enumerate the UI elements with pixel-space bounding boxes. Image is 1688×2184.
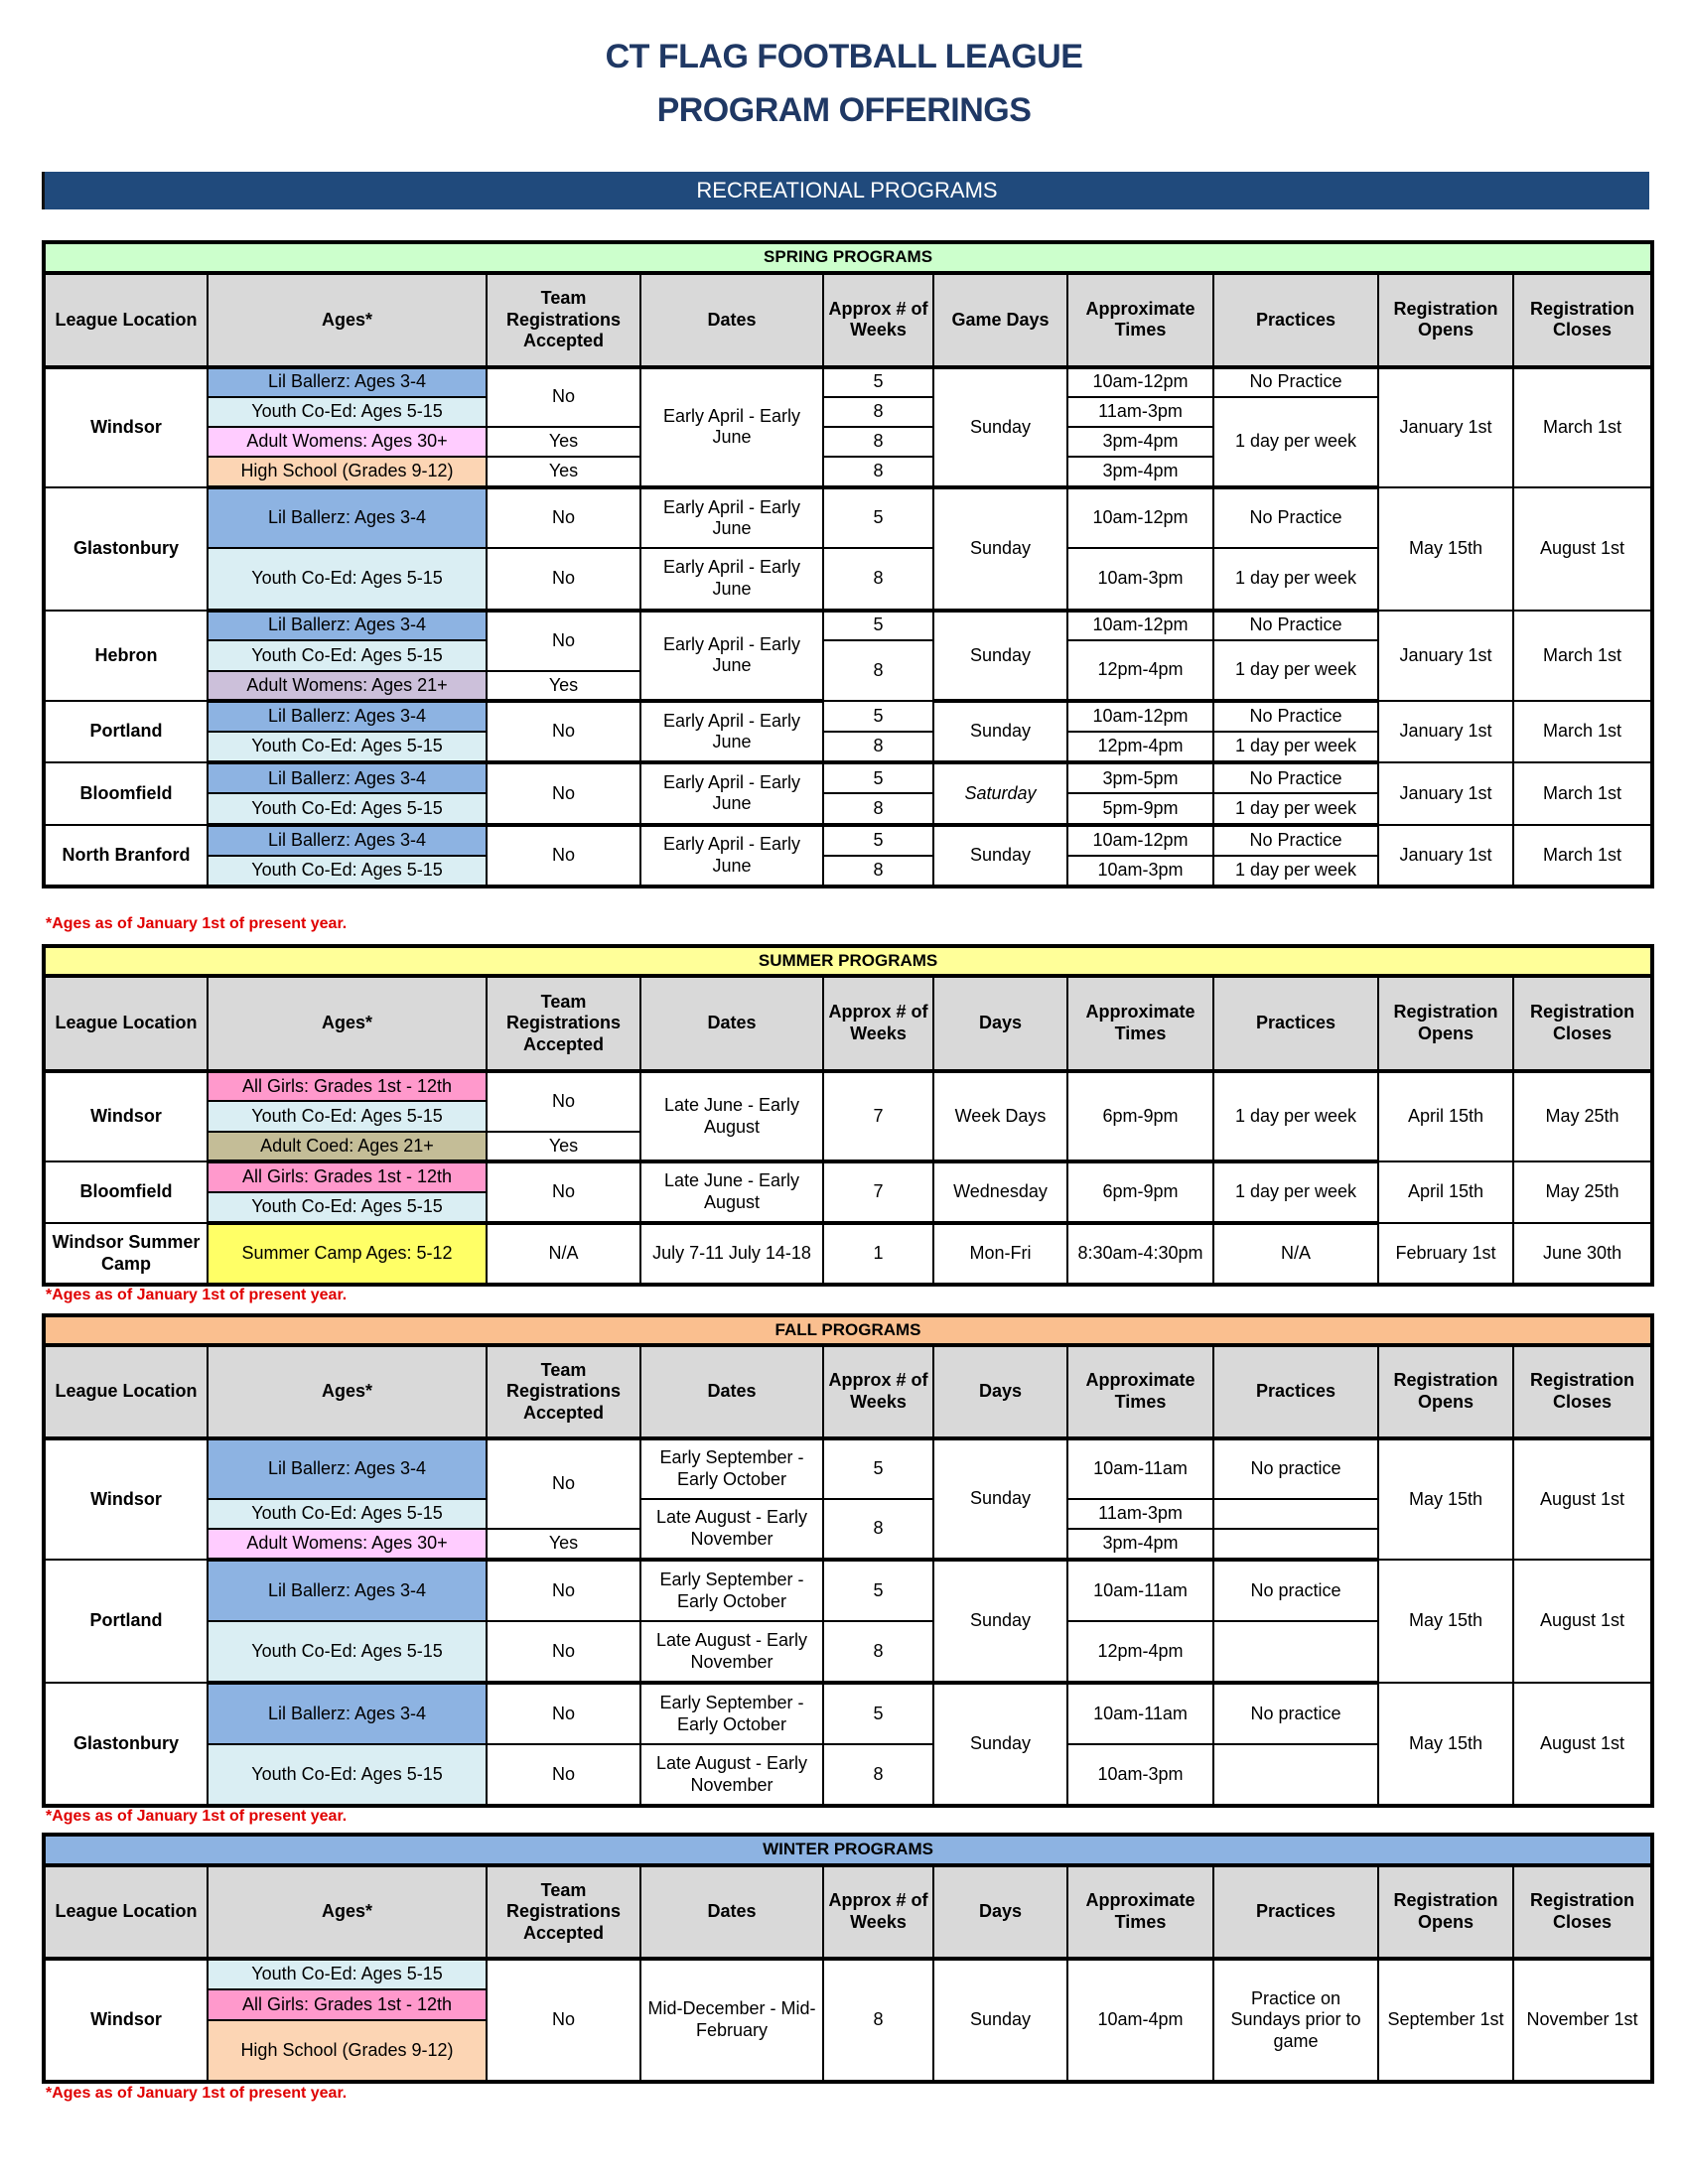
approximate-times: 8:30am-4:30pm bbox=[1067, 1223, 1213, 1285]
fall-programs-table bbox=[42, 1313, 1654, 1808]
registration-closes: August 1st bbox=[1513, 1438, 1652, 1560]
program-dates: Late June - Early August bbox=[640, 1071, 823, 1161]
game-days: Sunday bbox=[933, 1959, 1067, 2082]
approx-weeks: 8 bbox=[823, 427, 933, 457]
age-group: Youth Co-Ed: Ages 5-15 bbox=[208, 1959, 487, 1989]
column-header-days: Days bbox=[933, 1345, 1067, 1438]
approximate-times: 12pm-4pm bbox=[1067, 732, 1213, 762]
age-group: Lil Ballerz: Ages 3-4 bbox=[208, 825, 487, 856]
approx-weeks: 5 bbox=[823, 367, 933, 397]
league-location: Glastonbury bbox=[44, 1683, 208, 1806]
column-header-opens: Registration Opens bbox=[1378, 976, 1513, 1071]
age-group: Lil Ballerz: Ages 3-4 bbox=[208, 1683, 487, 1744]
league-location: Windsor Summer Camp bbox=[44, 1223, 208, 1285]
ages-footnote: *Ages as of January 1st of present year. bbox=[46, 1808, 348, 1825]
registration-opens: May 15th bbox=[1378, 487, 1513, 611]
column-header-closes: Registration Closes bbox=[1513, 273, 1652, 366]
summer-programs-title: SUMMER PROGRAMS bbox=[44, 946, 1652, 976]
approximate-times: 10am-11am bbox=[1067, 1683, 1213, 1744]
approx-weeks: 8 bbox=[823, 397, 933, 427]
registration-opens: February 1st bbox=[1378, 1223, 1513, 1285]
team-registrations-accepted: No bbox=[487, 548, 640, 610]
team-registrations-accepted: Yes bbox=[487, 1132, 640, 1161]
winter-programs-title: WINTER PROGRAMS bbox=[44, 1835, 1652, 1865]
approximate-times: 6pm-9pm bbox=[1067, 1161, 1213, 1223]
registration-closes: May 25th bbox=[1513, 1071, 1652, 1161]
registration-closes: August 1st bbox=[1513, 1560, 1652, 1683]
game-days: Wednesday bbox=[933, 1161, 1067, 1223]
column-header-times: Approximate Times bbox=[1067, 1345, 1213, 1438]
team-registrations-accepted: No bbox=[487, 825, 640, 887]
practices: 1 day per week bbox=[1213, 732, 1378, 762]
registration-opens: May 15th bbox=[1378, 1438, 1513, 1560]
practices: No practice bbox=[1213, 1683, 1378, 1744]
column-header-weeks: Approx # of Weeks bbox=[823, 273, 933, 366]
practices: N/A bbox=[1213, 1223, 1378, 1285]
registration-closes: June 30th bbox=[1513, 1223, 1652, 1285]
program-row bbox=[44, 1683, 1652, 1744]
registration-closes: March 1st bbox=[1513, 762, 1652, 824]
approx-weeks: 8 bbox=[823, 1621, 933, 1683]
program-dates: Early April - Early June bbox=[640, 548, 823, 610]
registration-opens: January 1st bbox=[1378, 701, 1513, 762]
registration-opens: January 1st bbox=[1378, 825, 1513, 887]
column-header-weeks: Approx # of Weeks bbox=[823, 1345, 933, 1438]
program-dates: Late August - Early November bbox=[640, 1744, 823, 1806]
age-group: Youth Co-Ed: Ages 5-15 bbox=[208, 397, 487, 427]
team-registrations-accepted: No bbox=[487, 367, 640, 427]
registration-closes: March 1st bbox=[1513, 611, 1652, 701]
approximate-times: 11am-3pm bbox=[1067, 397, 1213, 427]
game-days: Saturday bbox=[933, 762, 1067, 824]
age-group: Lil Ballerz: Ages 3-4 bbox=[208, 487, 487, 548]
age-group: High School (Grades 9-12) bbox=[208, 457, 487, 487]
practices: 1 day per week bbox=[1213, 1161, 1378, 1223]
approximate-times: 3pm-4pm bbox=[1067, 457, 1213, 487]
approx-weeks: 7 bbox=[823, 1161, 933, 1223]
column-header-row bbox=[44, 1345, 1652, 1438]
column-header-dates: Dates bbox=[640, 1865, 823, 1959]
column-header-times: Approximate Times bbox=[1067, 273, 1213, 366]
age-group: Lil Ballerz: Ages 3-4 bbox=[208, 611, 487, 640]
league-location: Hebron bbox=[44, 611, 208, 701]
column-header-days: Days bbox=[933, 1865, 1067, 1959]
practices: No Practice bbox=[1213, 825, 1378, 856]
program-dates: Early September - Early October bbox=[640, 1560, 823, 1621]
approximate-times: 10am-12pm bbox=[1067, 367, 1213, 397]
program-row bbox=[44, 1161, 1652, 1192]
spring-programs-table bbox=[42, 240, 1654, 888]
program-row bbox=[44, 701, 1652, 732]
column-header-location: League Location bbox=[44, 1865, 208, 1959]
season-header-row bbox=[44, 242, 1652, 273]
game-days: Sunday bbox=[933, 1438, 1067, 1560]
column-header-team-reg: Team Registrations Accepted bbox=[487, 1345, 640, 1438]
column-header-age: Ages* bbox=[208, 273, 487, 366]
age-group: Adult Womens: Ages 21+ bbox=[208, 671, 487, 701]
practices: No Practice bbox=[1213, 701, 1378, 732]
approx-weeks: 1 bbox=[823, 1223, 933, 1285]
program-dates: Early April - Early June bbox=[640, 611, 823, 701]
approx-weeks: 8 bbox=[823, 1959, 933, 2082]
practices bbox=[1213, 1621, 1378, 1683]
team-registrations-accepted: No bbox=[487, 1744, 640, 1806]
team-registrations-accepted: No bbox=[487, 1683, 640, 1744]
registration-closes: November 1st bbox=[1513, 1959, 1652, 2082]
team-registrations-accepted: No bbox=[487, 1071, 640, 1132]
approx-weeks: 8 bbox=[823, 856, 933, 887]
age-group: All Girls: Grades 1st - 12th bbox=[208, 1071, 487, 1101]
registration-opens: May 15th bbox=[1378, 1560, 1513, 1683]
age-group: Youth Co-Ed: Ages 5-15 bbox=[208, 640, 487, 671]
approximate-times: 6pm-9pm bbox=[1067, 1071, 1213, 1161]
approximate-times: 3pm-4pm bbox=[1067, 1529, 1213, 1560]
practices bbox=[1213, 1744, 1378, 1806]
practices: 1 day per week bbox=[1213, 640, 1378, 701]
practices: Practice on Sundays prior to game bbox=[1213, 1959, 1378, 2082]
program-row bbox=[44, 487, 1652, 548]
age-group: Youth Co-Ed: Ages 5-15 bbox=[208, 1192, 487, 1223]
age-group: Youth Co-Ed: Ages 5-15 bbox=[208, 548, 487, 610]
age-group: Youth Co-Ed: Ages 5-15 bbox=[208, 732, 487, 762]
registration-opens: May 15th bbox=[1378, 1683, 1513, 1806]
column-header-weeks: Approx # of Weeks bbox=[823, 1865, 933, 1959]
program-dates: Early April - Early June bbox=[640, 762, 823, 824]
column-header-practices: Practices bbox=[1213, 1865, 1378, 1959]
column-header-dates: Dates bbox=[640, 273, 823, 366]
age-group: Youth Co-Ed: Ages 5-15 bbox=[208, 793, 487, 824]
season-header-row bbox=[44, 946, 1652, 976]
approx-weeks: 5 bbox=[823, 487, 933, 548]
league-location: North Branford bbox=[44, 825, 208, 887]
practices: No Practice bbox=[1213, 762, 1378, 793]
approximate-times: 10am-3pm bbox=[1067, 548, 1213, 610]
column-header-days: Game Days bbox=[933, 273, 1067, 366]
registration-opens: April 15th bbox=[1378, 1071, 1513, 1161]
game-days: Sunday bbox=[933, 611, 1067, 701]
practices: 1 day per week bbox=[1213, 397, 1378, 487]
approx-weeks: 8 bbox=[823, 1499, 933, 1560]
approximate-times: 3pm-5pm bbox=[1067, 762, 1213, 793]
team-registrations-accepted: N/A bbox=[487, 1223, 640, 1285]
age-group: All Girls: Grades 1st - 12th bbox=[208, 1161, 487, 1192]
registration-closes: May 25th bbox=[1513, 1161, 1652, 1223]
program-row bbox=[44, 367, 1652, 397]
column-header-dates: Dates bbox=[640, 976, 823, 1071]
approximate-times: 10am-3pm bbox=[1067, 856, 1213, 887]
program-dates: Early April - Early June bbox=[640, 367, 823, 488]
age-group: Adult Womens: Ages 30+ bbox=[208, 427, 487, 457]
team-registrations-accepted: No bbox=[487, 762, 640, 824]
practices: No practice bbox=[1213, 1438, 1378, 1499]
league-location: Windsor bbox=[44, 367, 208, 488]
game-days: Sunday bbox=[933, 1560, 1067, 1683]
age-group: Adult Womens: Ages 30+ bbox=[208, 1529, 487, 1560]
practices: No Practice bbox=[1213, 611, 1378, 640]
game-days: Sunday bbox=[933, 701, 1067, 762]
program-dates: Early April - Early June bbox=[640, 825, 823, 887]
age-group: Summer Camp Ages: 5-12 bbox=[208, 1223, 487, 1285]
program-dates: Late August - Early November bbox=[640, 1499, 823, 1560]
approximate-times: 11am-3pm bbox=[1067, 1499, 1213, 1529]
registration-closes: March 1st bbox=[1513, 825, 1652, 887]
team-registrations-accepted: No bbox=[487, 1161, 640, 1223]
winter-programs-table bbox=[42, 1833, 1654, 2084]
column-header-age: Ages* bbox=[208, 976, 487, 1071]
team-registrations-accepted: No bbox=[487, 1438, 640, 1529]
practices: 1 day per week bbox=[1213, 793, 1378, 824]
approximate-times: 10am-4pm bbox=[1067, 1959, 1213, 2082]
registration-opens: September 1st bbox=[1378, 1959, 1513, 2082]
program-dates: July 7-11 July 14-18 bbox=[640, 1223, 823, 1285]
practices bbox=[1213, 1529, 1378, 1560]
program-row bbox=[44, 762, 1652, 793]
game-days: Mon-Fri bbox=[933, 1223, 1067, 1285]
approximate-times: 12pm-4pm bbox=[1067, 1621, 1213, 1683]
column-header-team-reg: Team Registrations Accepted bbox=[487, 1865, 640, 1959]
age-group: Lil Ballerz: Ages 3-4 bbox=[208, 701, 487, 732]
registration-closes: August 1st bbox=[1513, 1683, 1652, 1806]
program-dates: Late August - Early November bbox=[640, 1621, 823, 1683]
registration-opens: April 15th bbox=[1378, 1161, 1513, 1223]
program-dates: Mid-December - Mid-February bbox=[640, 1959, 823, 2082]
column-header-opens: Registration Opens bbox=[1378, 1865, 1513, 1959]
program-row bbox=[44, 611, 1652, 640]
registration-opens: January 1st bbox=[1378, 367, 1513, 488]
team-registrations-accepted: No bbox=[487, 611, 640, 671]
program-row bbox=[44, 1438, 1652, 1499]
approx-weeks: 8 bbox=[823, 1744, 933, 1806]
game-days: Sunday bbox=[933, 825, 1067, 887]
age-group: Youth Co-Ed: Ages 5-15 bbox=[208, 1744, 487, 1806]
column-header-age: Ages* bbox=[208, 1345, 487, 1438]
summer-programs-table bbox=[42, 944, 1654, 1287]
practices: 1 day per week bbox=[1213, 856, 1378, 887]
column-header-row bbox=[44, 976, 1652, 1071]
ages-footnote: *Ages as of January 1st of present year. bbox=[46, 1287, 348, 1303]
age-group: Lil Ballerz: Ages 3-4 bbox=[208, 1560, 487, 1621]
column-header-team-reg: Team Registrations Accepted bbox=[487, 273, 640, 366]
game-days: Sunday bbox=[933, 1683, 1067, 1806]
column-header-closes: Registration Closes bbox=[1513, 1865, 1652, 1959]
column-header-practices: Practices bbox=[1213, 1345, 1378, 1438]
team-registrations-accepted: Yes bbox=[487, 427, 640, 457]
league-location: Portland bbox=[44, 1560, 208, 1683]
column-header-dates: Dates bbox=[640, 1345, 823, 1438]
approximate-times: 12pm-4pm bbox=[1067, 640, 1213, 701]
approx-weeks: 5 bbox=[823, 611, 933, 640]
column-header-location: League Location bbox=[44, 1345, 208, 1438]
age-group: Youth Co-Ed: Ages 5-15 bbox=[208, 1101, 487, 1132]
team-registrations-accepted: Yes bbox=[487, 457, 640, 487]
program-row bbox=[44, 1959, 1652, 1989]
approximate-times: 3pm-4pm bbox=[1067, 427, 1213, 457]
column-header-opens: Registration Opens bbox=[1378, 1345, 1513, 1438]
game-days: Week Days bbox=[933, 1071, 1067, 1161]
program-dates: Late June - Early August bbox=[640, 1161, 823, 1223]
approximate-times: 10am-11am bbox=[1067, 1560, 1213, 1621]
league-location: Portland bbox=[44, 701, 208, 762]
fall-programs-title: FALL PROGRAMS bbox=[44, 1315, 1652, 1345]
age-group: High School (Grades 9-12) bbox=[208, 2020, 487, 2082]
page-title-line1: CT FLAG FOOTBALL LEAGUE bbox=[605, 38, 1083, 75]
age-group: Youth Co-Ed: Ages 5-15 bbox=[208, 856, 487, 887]
approximate-times: 10am-12pm bbox=[1067, 611, 1213, 640]
registration-closes: August 1st bbox=[1513, 487, 1652, 611]
column-header-times: Approximate Times bbox=[1067, 976, 1213, 1071]
column-header-row bbox=[44, 1865, 1652, 1959]
column-header-days: Days bbox=[933, 976, 1067, 1071]
page-title-line2: PROGRAM OFFERINGS bbox=[656, 91, 1032, 129]
practices: No Practice bbox=[1213, 487, 1378, 548]
spring-programs-title: SPRING PROGRAMS bbox=[44, 242, 1652, 273]
age-group: Lil Ballerz: Ages 3-4 bbox=[208, 1438, 487, 1499]
season-header-row bbox=[44, 1315, 1652, 1345]
season-header-row bbox=[44, 1835, 1652, 1865]
game-days: Sunday bbox=[933, 367, 1067, 488]
registration-opens: January 1st bbox=[1378, 762, 1513, 824]
column-header-practices: Practices bbox=[1213, 976, 1378, 1071]
practices bbox=[1213, 1499, 1378, 1529]
column-header-opens: Registration Opens bbox=[1378, 273, 1513, 366]
column-header-location: League Location bbox=[44, 273, 208, 366]
approx-weeks: 5 bbox=[823, 1683, 933, 1744]
approx-weeks: 8 bbox=[823, 640, 933, 701]
team-registrations-accepted: No bbox=[487, 1959, 640, 2082]
program-row bbox=[44, 1071, 1652, 1101]
approx-weeks: 8 bbox=[823, 548, 933, 610]
approximate-times: 5pm-9pm bbox=[1067, 793, 1213, 824]
approximate-times: 10am-11am bbox=[1067, 1438, 1213, 1499]
column-header-closes: Registration Closes bbox=[1513, 976, 1652, 1071]
team-registrations-accepted: Yes bbox=[487, 1529, 640, 1560]
league-location: Glastonbury bbox=[44, 487, 208, 611]
age-group: Youth Co-Ed: Ages 5-15 bbox=[208, 1499, 487, 1529]
ages-footnote: *Ages as of January 1st of present year. bbox=[46, 2085, 348, 2102]
league-location: Bloomfield bbox=[44, 1161, 208, 1223]
approximate-times: 10am-12pm bbox=[1067, 487, 1213, 548]
age-group: Lil Ballerz: Ages 3-4 bbox=[208, 762, 487, 793]
approx-weeks: 5 bbox=[823, 1438, 933, 1499]
section-banner-recreational: RECREATIONAL PROGRAMS bbox=[42, 172, 1649, 209]
league-location: Bloomfield bbox=[44, 762, 208, 824]
column-header-row bbox=[44, 273, 1652, 366]
age-group: All Girls: Grades 1st - 12th bbox=[208, 1989, 487, 2020]
team-registrations-accepted: No bbox=[487, 1560, 640, 1621]
approximate-times: 10am-3pm bbox=[1067, 1744, 1213, 1806]
program-dates: Early April - Early June bbox=[640, 701, 823, 762]
practices: 1 day per week bbox=[1213, 548, 1378, 610]
age-group: Lil Ballerz: Ages 3-4 bbox=[208, 367, 487, 397]
approx-weeks: 7 bbox=[823, 1071, 933, 1161]
practices: 1 day per week bbox=[1213, 1071, 1378, 1161]
practices: No practice bbox=[1213, 1560, 1378, 1621]
approximate-times: 10am-12pm bbox=[1067, 825, 1213, 856]
team-registrations-accepted: Yes bbox=[487, 671, 640, 701]
column-header-team-reg: Team Registrations Accepted bbox=[487, 976, 640, 1071]
column-header-times: Approximate Times bbox=[1067, 1865, 1213, 1959]
league-location: Windsor bbox=[44, 1438, 208, 1560]
approx-weeks: 5 bbox=[823, 1560, 933, 1621]
ages-footnote: *Ages as of January 1st of present year. bbox=[46, 915, 348, 932]
game-days: Sunday bbox=[933, 487, 1067, 611]
practices: No Practice bbox=[1213, 367, 1378, 397]
approx-weeks: 5 bbox=[823, 701, 933, 732]
program-row bbox=[44, 1560, 1652, 1621]
age-group: Adult Coed: Ages 21+ bbox=[208, 1132, 487, 1161]
registration-opens: January 1st bbox=[1378, 611, 1513, 701]
approx-weeks: 8 bbox=[823, 793, 933, 824]
column-header-closes: Registration Closes bbox=[1513, 1345, 1652, 1438]
column-header-practices: Practices bbox=[1213, 273, 1378, 366]
approx-weeks: 5 bbox=[823, 762, 933, 793]
column-header-location: League Location bbox=[44, 976, 208, 1071]
program-dates: Early September - Early October bbox=[640, 1683, 823, 1744]
approx-weeks: 8 bbox=[823, 732, 933, 762]
program-dates: Early April - Early June bbox=[640, 487, 823, 548]
approx-weeks: 5 bbox=[823, 825, 933, 856]
registration-closes: March 1st bbox=[1513, 701, 1652, 762]
league-location: Windsor bbox=[44, 1071, 208, 1161]
team-registrations-accepted: No bbox=[487, 487, 640, 548]
registration-closes: March 1st bbox=[1513, 367, 1652, 488]
program-row bbox=[44, 825, 1652, 856]
program-row bbox=[44, 1223, 1652, 1285]
column-header-weeks: Approx # of Weeks bbox=[823, 976, 933, 1071]
team-registrations-accepted: No bbox=[487, 1621, 640, 1683]
column-header-age: Ages* bbox=[208, 1865, 487, 1959]
age-group: Youth Co-Ed: Ages 5-15 bbox=[208, 1621, 487, 1683]
approx-weeks: 8 bbox=[823, 457, 933, 487]
approximate-times: 10am-12pm bbox=[1067, 701, 1213, 732]
program-dates: Early September - Early October bbox=[640, 1438, 823, 1499]
league-location: Windsor bbox=[44, 1959, 208, 2082]
team-registrations-accepted: No bbox=[487, 701, 640, 762]
